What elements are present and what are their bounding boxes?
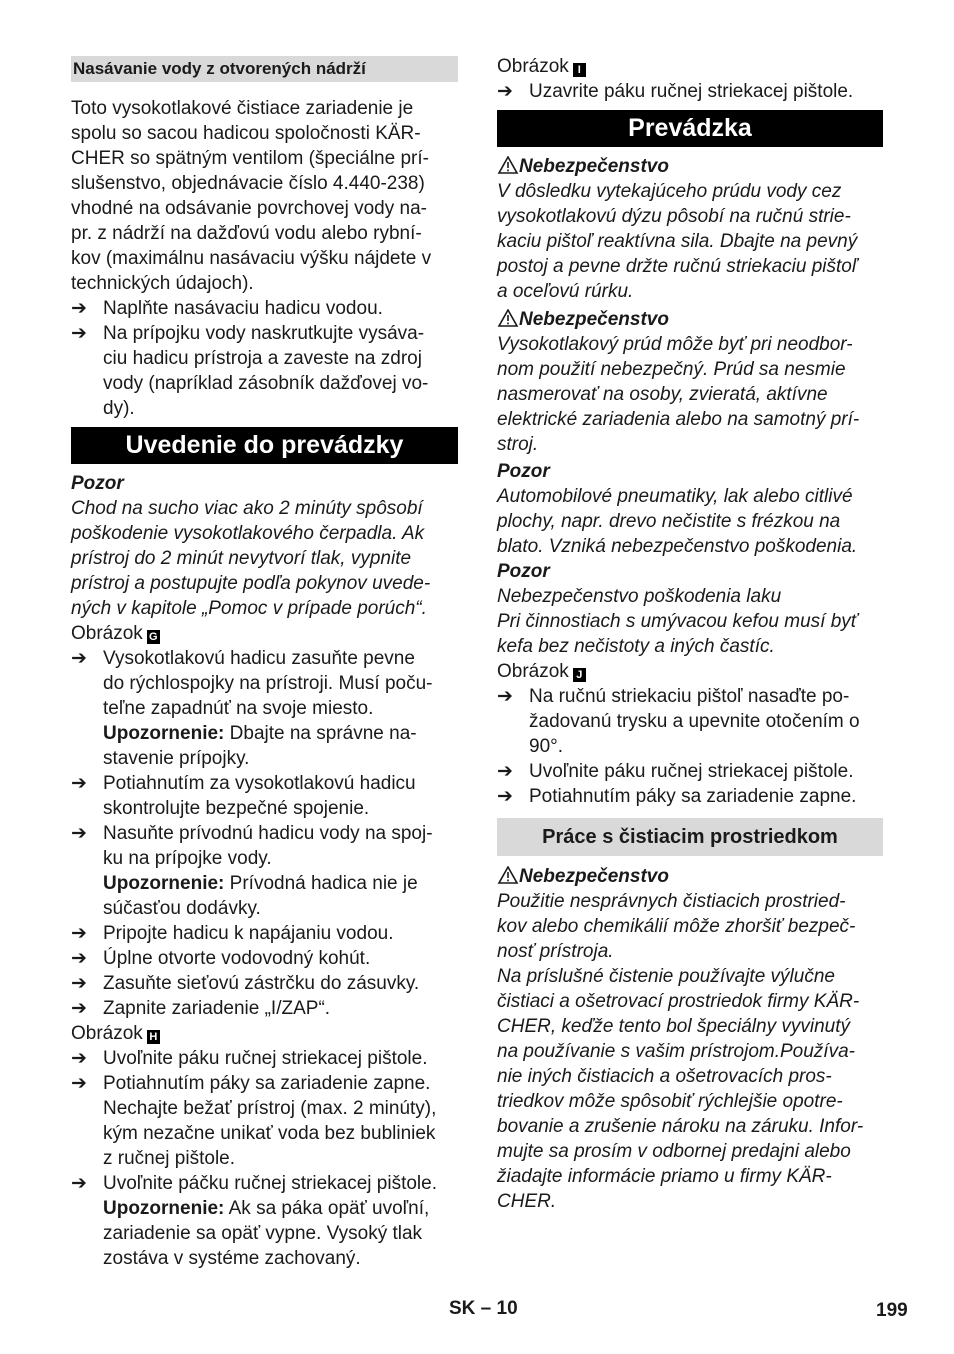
text-line: Nechajte bežať prístroj (max. 2 minúty), <box>103 1098 437 1119</box>
text-line: plochy, napr. drevo nečistite s frézkou na <box>497 511 841 532</box>
arrow-icon: ➔ <box>71 1173 87 1194</box>
text-line: postoj a pevne držte ručnú striekaciu pištoľ <box>497 256 858 277</box>
figure-reference <box>71 1021 458 1046</box>
text-line: elektrické zariadenia alebo na samotný prí- <box>497 409 860 430</box>
page-number: 199 <box>876 1300 908 1321</box>
danger-text <box>497 889 883 1214</box>
section-heading: Prevádzka <box>497 110 883 147</box>
warning-icon <box>497 156 519 174</box>
list-item <box>71 771 458 821</box>
right-column <box>497 54 883 1214</box>
arrow-icon: ➔ <box>497 761 513 782</box>
text-line: Naplňte nasávaciu hadicu vodou. <box>103 298 383 319</box>
figure-badge: J <box>573 668 586 682</box>
figure-badge: H <box>147 1030 160 1044</box>
text-line: prístroj do 2 minút nevytvorí tlak, vypnite <box>71 548 412 569</box>
text-line: skontrolujte bezpečné spojenie. <box>103 798 370 819</box>
arrow-icon: ➔ <box>71 1073 87 1094</box>
caution-label: Pozor <box>497 561 550 582</box>
list-item <box>71 1046 458 1071</box>
text-line: Na ručnú striekaciu pištoľ nasaďte po- <box>529 686 850 707</box>
text-line: Úplne otvorte vodovodný kohút. <box>103 948 371 969</box>
text-line: slušenstvo, objednávacie číslo 4.440-238) <box>71 173 425 194</box>
warning-icon <box>497 866 519 884</box>
note-text: Ak sa páka opäť uvoľní, <box>224 1198 430 1219</box>
text-line: kov alebo chemikálií môže zhoršiť bezpeč- <box>497 916 856 937</box>
list-item <box>71 821 458 921</box>
arrow-icon: ➔ <box>71 948 87 969</box>
text-line: Vysokotlakovú hadicu zasuňte pevne <box>103 648 415 669</box>
text-line: ku na prípojke vody. <box>103 848 272 869</box>
text-line: prístroj a postupujte podľa pokynov uvede- <box>71 573 431 594</box>
list-item <box>497 684 883 759</box>
text-line: teľne zapadnúť na svoje miesto. <box>103 698 374 719</box>
text-line: CHER, keďže tento bol špeciálny vyvinutý <box>497 1016 850 1037</box>
text-line: kov (maximálnu nasávaciu výšku nájdete v <box>71 248 432 269</box>
arrow-icon: ➔ <box>71 648 87 669</box>
figure-label: Obrázok <box>71 1023 143 1044</box>
text-line: Uvoľnite páku ručnej striekacej pištole. <box>103 1048 428 1069</box>
caution-text <box>71 496 458 621</box>
text-line: Na prípojku vody naskrutkujte vysáva- <box>103 323 425 344</box>
text-line: spolu so sacou hadicou spoločnosti KÄR- <box>71 123 421 144</box>
text-line: Vysokotlakový prúd môže byť pri neodbor- <box>497 334 853 355</box>
text-line: kým nezačne unikať voda bez bubliniek <box>103 1123 436 1144</box>
arrow-icon: ➔ <box>71 923 87 944</box>
text-line: nie iných čistiacich a ošetrovacích pros- <box>497 1066 832 1087</box>
arrow-icon: ➔ <box>71 298 87 319</box>
intro-paragraph <box>71 96 458 296</box>
text-line: Použitie nesprávnych čistiacich prostried- <box>497 891 846 912</box>
list-item <box>497 79 883 104</box>
text-line: a oceľovú rúrku. <box>497 281 634 302</box>
text-line: nasmerovať na osoby, zvieratá, aktívne <box>497 384 828 405</box>
text-line: Pripojte hadicu k napájaniu vodou. <box>103 923 394 944</box>
danger-label: Nebezpečenstvo <box>519 309 669 330</box>
text-line: nom použití nebezpečný. Prúd sa nesmie <box>497 359 846 380</box>
note-text: Dbajte na správne na- <box>224 723 417 744</box>
text-line: triedkov môže spôsobiť rýchlejšie opotre- <box>497 1091 843 1112</box>
warning-icon <box>497 309 519 327</box>
text-line: mujte sa prosím v odbornej predajni alebo <box>497 1141 851 1162</box>
text-line: žadovanú trysku a upevnite otočením o <box>529 711 860 732</box>
arrow-icon: ➔ <box>71 973 87 994</box>
arrow-icon: ➔ <box>497 786 513 807</box>
list-item <box>71 946 458 971</box>
caution-label: Pozor <box>71 473 124 494</box>
text-line: Zasuňte sieťovú zástrčku do zásuvky. <box>103 973 420 994</box>
danger-label: Nebezpečenstvo <box>519 866 669 887</box>
figure-label: Obrázok <box>497 661 569 682</box>
note-text: Prívodná hadica nie je <box>224 873 418 894</box>
danger-label: Nebezpečenstvo <box>519 156 669 177</box>
text-line: V dôsledku vytekajúceho prúdu vody cez <box>497 181 842 202</box>
text-line: stavenie prípojky. <box>103 748 250 769</box>
note-label: Upozornenie: <box>103 723 225 744</box>
text-line: Uzavrite páku ručnej striekacej pištole. <box>529 81 854 102</box>
text-line: žiadajte informácie priamo u firmy KÄR- <box>497 1166 832 1187</box>
text-line: dy). <box>103 398 135 419</box>
figure-label: Obrázok <box>71 623 143 644</box>
text-line: Na príslušné čistenie používajte výlučne <box>497 966 835 987</box>
text-line: Potiahnutím páky sa zariadenie zapne. <box>103 1073 431 1094</box>
text-line: Chod na sucho viac ako 2 minúty spôsobí <box>71 498 423 519</box>
text-line: Potiahnutím za vysokotlakovú hadicu <box>103 773 416 794</box>
text-line: Uvoľnite páku ručnej striekacej pištole. <box>529 761 854 782</box>
figure-badge: I <box>573 63 586 77</box>
caution-text <box>497 584 883 659</box>
text-line: súčasťou dodávky. <box>103 898 261 919</box>
text-line: 90°. <box>529 736 564 757</box>
danger-heading <box>497 154 883 179</box>
section-heading: Uvedenie do prevádzky <box>71 427 458 464</box>
list-item <box>71 296 458 321</box>
danger-heading <box>497 307 883 332</box>
text-line: Nasuňte prívodnú hadicu vody na spoj- <box>103 823 433 844</box>
text-line: kaciu pištoľ reaktívna sila. Dbajte na pevný <box>497 231 858 252</box>
text-line: CHER. <box>497 1191 557 1212</box>
text-line: vhodné na odsávanie povrchovej vody na- <box>71 198 427 219</box>
list-item <box>497 759 883 784</box>
figure-reference <box>497 54 883 79</box>
list-item <box>71 971 458 996</box>
left-column <box>71 54 458 1271</box>
arrow-icon: ➔ <box>497 686 513 707</box>
list-item <box>71 996 458 1021</box>
text-line: ných v kapitole „Pomoc v prípade porúch“. <box>71 598 427 619</box>
text-line: čistiaci a ošetrovací prostriedok firmy KÄR- <box>497 991 860 1012</box>
note-line <box>103 721 458 746</box>
figure-label: Obrázok <box>497 56 569 77</box>
text-line: Automobilové pneumatiky, lak alebo citlivé <box>497 486 853 507</box>
text-line: technických údajoch). <box>71 273 254 294</box>
text-line: z ručnej pištole. <box>103 1148 236 1169</box>
note-label: Upozornenie: <box>103 1198 225 1219</box>
note-line <box>103 1196 458 1221</box>
danger-text <box>497 179 883 304</box>
list-item <box>71 646 458 771</box>
danger-text <box>497 332 883 457</box>
list-item <box>71 921 458 946</box>
section-subheading: Práce s čistiacim prostriedkom <box>497 818 883 856</box>
text-line: blato. Vzniká nebezpečenstvo poškodenia. <box>497 536 858 557</box>
text-line: na používanie s vašim prístrojom.Používa- <box>497 1041 855 1062</box>
list-item <box>71 1071 458 1171</box>
danger-heading <box>497 864 883 889</box>
note-line <box>103 871 458 896</box>
text-line: Nebezpečenstvo poškodenia laku <box>497 586 782 607</box>
text-line: pr. z nádrží na dažďovú vodu alebo rybní- <box>71 223 422 244</box>
text-line: vysokotlakovú dýzu pôsobí na ručnú strie- <box>497 206 851 227</box>
note-label: Upozornenie: <box>103 873 225 894</box>
text-line: Zapnite zariadenie „I/ZAP“. <box>103 998 331 1019</box>
text-line: Pri činnostiach s umývacou kefou musí byť <box>497 611 858 632</box>
text-line: ciu hadicu prístroja a zaveste na zdroj <box>103 348 422 369</box>
text-line: zostáva v systéme zachovaný. <box>103 1248 361 1269</box>
text-line: Potiahnutím páky sa zariadenie zapne. <box>529 786 857 807</box>
section-subheading: Nasávanie vody z otvorených nádrží <box>71 56 458 82</box>
text-line: zariadenie sa opäť vypne. Vysoký tlak <box>103 1223 423 1244</box>
arrow-icon: ➔ <box>497 81 513 102</box>
arrow-icon: ➔ <box>71 823 87 844</box>
footer-section: SK – 10 <box>449 1298 518 1319</box>
text-line: CHER so spätným ventilom (špeciálne prí- <box>71 148 429 169</box>
text-line: Toto vysokotlakové čistiace zariadenie je <box>71 98 414 119</box>
text-line: kefa bez nečistoty a iných častíc. <box>497 636 775 657</box>
text-line: stroj. <box>497 434 539 455</box>
text-line: poškodenie vysokotlakového čerpadla. Ak <box>71 523 425 544</box>
text-line: vody (napríklad zásobník dažďovej vo- <box>103 373 429 394</box>
text-line: bovanie a zrušenie nároku na záruku. Infor- <box>497 1116 864 1137</box>
arrow-icon: ➔ <box>71 998 87 1019</box>
text-line: Uvoľnite páčku ručnej striekacej pištole. <box>103 1173 437 1194</box>
arrow-icon: ➔ <box>71 323 87 344</box>
caution-text <box>497 484 883 559</box>
list-item <box>497 784 883 809</box>
list-item <box>71 1171 458 1271</box>
arrow-icon: ➔ <box>71 773 87 794</box>
text-line: do rýchlospojky na prístroji. Musí poču- <box>103 673 433 694</box>
figure-badge: G <box>147 630 160 644</box>
figure-reference <box>497 659 883 684</box>
text-line: nosť prístroja. <box>497 941 614 962</box>
list-item <box>71 321 458 421</box>
caution-label: Pozor <box>497 461 550 482</box>
figure-reference <box>71 621 458 646</box>
arrow-icon: ➔ <box>71 1048 87 1069</box>
